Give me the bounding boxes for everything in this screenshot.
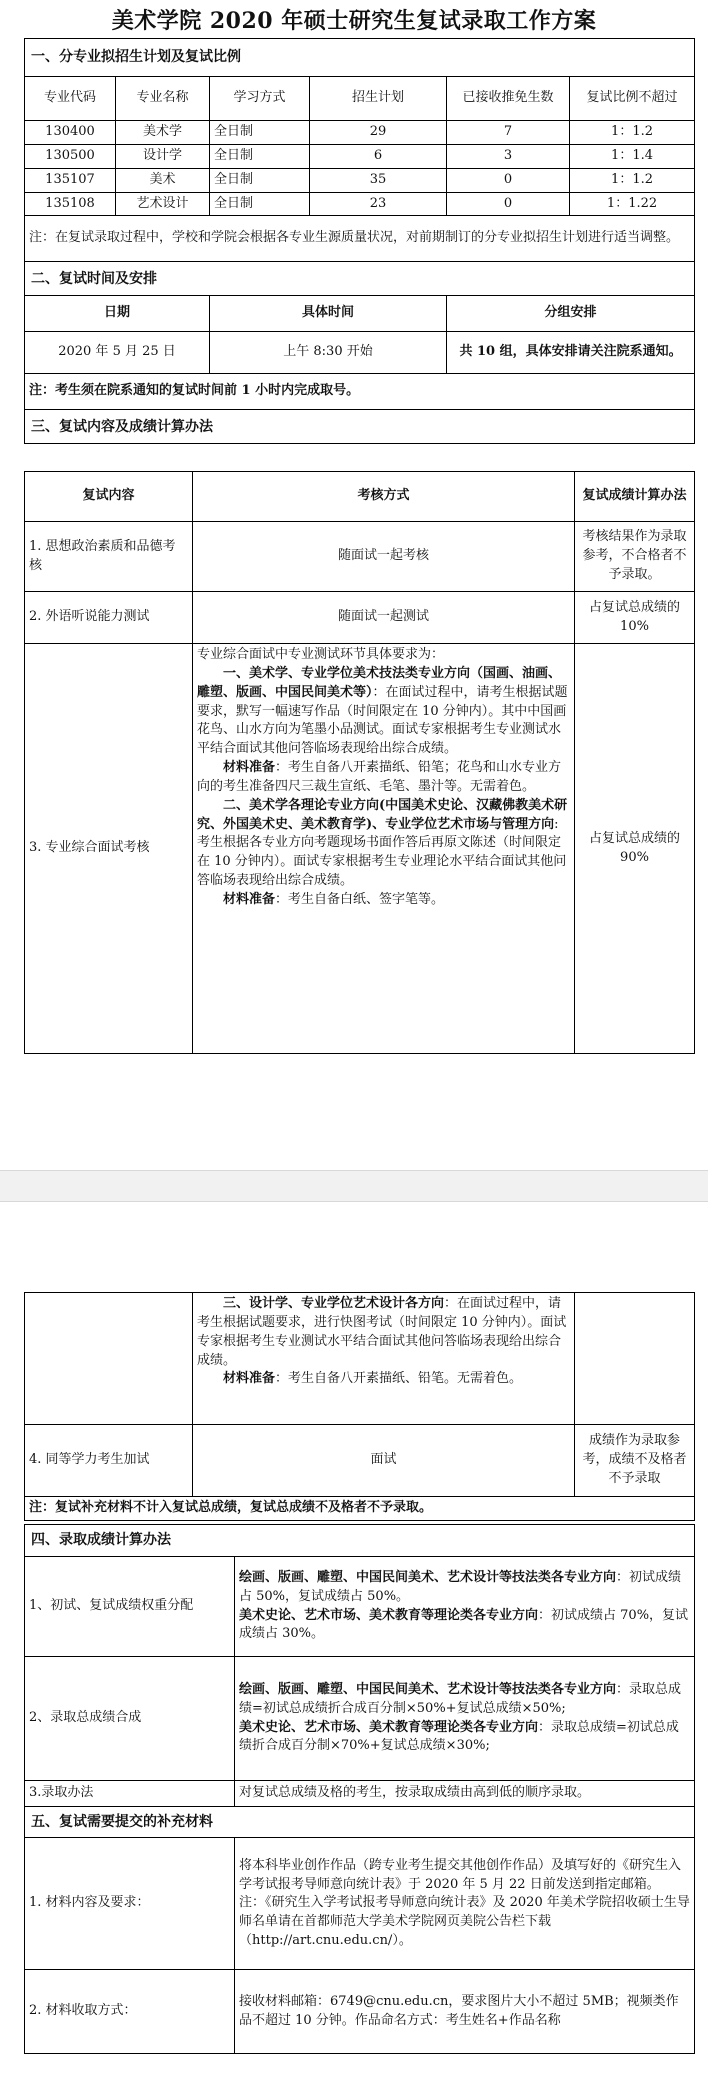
col-header-major: 专业名称 bbox=[116, 77, 210, 121]
cell: 2. 外语听说能力测试 bbox=[25, 592, 193, 644]
section-1-heading: 一、分专业拟招生计划及复试比例 bbox=[25, 39, 695, 77]
theory-text: ：初试成绩占 70%，复试成绩占 30%。 bbox=[239, 1607, 689, 1642]
cell: 1：1.4 bbox=[570, 144, 695, 168]
col-header-time: 具体时间 bbox=[210, 296, 447, 332]
technique-label: 绘画、版画、雕塑、中国民间美术、艺术设计等技法类各专业方向 bbox=[239, 1569, 617, 1585]
cell: 135107 bbox=[25, 168, 116, 192]
cell: 1：1.22 bbox=[570, 192, 695, 216]
cell: 2、录取总成绩合成 bbox=[25, 1657, 235, 1781]
theory-text: ：录取总成绩=初试总成绩折合成百分制×70%+复试总成绩×30%; bbox=[239, 1719, 679, 1754]
requirement-a bbox=[197, 665, 570, 759]
requirement-a-title: 一、美术学、专业学位美术技法类专业方向（国画、油画、雕塑、版画、中国民间美术等） bbox=[197, 665, 562, 700]
requirement-b-text: :考生根据各专业方向考题现场书面作答后再原文陈述（时间限定在 10 分钟内）。面试专家根据考生专业理论水平结合面试其他问答临场表现给出综合成绩。 bbox=[197, 816, 567, 889]
professional-interview-requirements-cont bbox=[193, 1293, 575, 1425]
schedule-date: 2020 年 5 月 25 日 bbox=[25, 332, 210, 374]
materials-text: ：考生自备八开素描纸、铅笔；花鸟和山水专业方向的考生准备四尺三裁生宣纸、毛笔、墨汁等。无需着色。 bbox=[197, 760, 562, 794]
requirement-c bbox=[197, 1295, 570, 1370]
technique-label: 绘画、版画、雕塑、中国民间美术、艺术设计等技法类各专业方向 bbox=[239, 1681, 617, 1697]
formula-technique bbox=[239, 1681, 690, 1719]
cell: 美术 bbox=[116, 168, 210, 192]
section-4-heading: 四、录取成绩计算办法 bbox=[25, 1525, 695, 1557]
cell: 29 bbox=[310, 121, 447, 145]
cell: 设计学 bbox=[116, 144, 210, 168]
cell: 6 bbox=[310, 144, 447, 168]
section-2-heading: 二、复试时间及安排 bbox=[25, 262, 695, 296]
materials-text: ：考生自备白纸、签字笔等。 bbox=[275, 891, 445, 907]
cell: 美术学 bbox=[116, 121, 210, 145]
table-row bbox=[25, 522, 695, 592]
cell: 3 bbox=[447, 144, 570, 168]
weight-theory bbox=[239, 1607, 690, 1645]
retest-header-row bbox=[25, 472, 695, 522]
col-header-exempt: 已接收推免生数 bbox=[447, 77, 570, 121]
table-row bbox=[25, 644, 695, 1054]
materials-label: 材料准备 bbox=[223, 1371, 276, 1387]
professional-interview-requirements bbox=[193, 644, 575, 1054]
col-header-mode: 学习方式 bbox=[210, 77, 310, 121]
theory-label: 美术史论、艺术市场、美术教育等理论类各专业方向 bbox=[239, 1607, 539, 1623]
col-header-content: 复试内容 bbox=[25, 472, 193, 522]
admission-plan-table bbox=[24, 38, 695, 444]
cell: 占复试总成绩的 90% bbox=[575, 644, 695, 1054]
cell: 0 bbox=[447, 192, 570, 216]
retest-content-table bbox=[24, 471, 695, 1054]
col-header-group: 分组安排 bbox=[447, 296, 695, 332]
cell: 1. 材料内容及要求： bbox=[25, 1838, 235, 1970]
cell: 占复试总成绩的 10% bbox=[575, 592, 695, 644]
technique-text: ：录取总成绩=初试总成绩折合成百分制×50%+复试总成绩×50%; bbox=[239, 1681, 682, 1716]
cell: 考核结果作为录取参考，不合格者不予录取。 bbox=[575, 522, 695, 592]
table-row bbox=[25, 121, 695, 145]
table-row bbox=[25, 592, 695, 644]
retest-content-table-continued bbox=[24, 1292, 695, 1521]
cell: 全日制 bbox=[210, 168, 310, 192]
weight-technique bbox=[239, 1569, 690, 1607]
page-break bbox=[0, 1170, 708, 1202]
total-score-formula bbox=[235, 1657, 695, 1781]
admission-score-table bbox=[24, 1524, 695, 2054]
cell: 1. 思想政治素质和品德考核 bbox=[25, 522, 193, 592]
cell: 3. 专业综合面试考核 bbox=[25, 644, 193, 1054]
materials-requirements bbox=[235, 1838, 695, 1970]
requirement-b bbox=[197, 797, 570, 891]
col-header-date: 日期 bbox=[25, 296, 210, 332]
cell: 成绩作为录取参考，成绩不及格者不予录取 bbox=[575, 1425, 695, 1497]
schedule-row bbox=[25, 332, 695, 374]
col-header-plan: 招生计划 bbox=[310, 77, 447, 121]
table-row bbox=[25, 144, 695, 168]
cell: 4. 同等学力考生加试 bbox=[25, 1425, 193, 1497]
section-1-note: 注：在复试录取过程中，学校和学院会根据各专业生源质量状况，对前期制订的分专业拟招生计划进行适当调整。 bbox=[25, 216, 695, 262]
schedule-time: 上午 8:30 开始 bbox=[210, 332, 447, 374]
cell: 1：1.2 bbox=[570, 168, 695, 192]
requirement-a-text: ：在面试过程中，请考生根据试题要求，默写一幅速写作品（时间限定在 10 分钟内）。其中中国画花鸟、山水方向为笔墨小品测试。面试专家根据考生专业测试水平结合面试其他问答临场表现给出综合成绩。 bbox=[197, 684, 568, 757]
table-row bbox=[25, 1838, 695, 1970]
requirements-intro: 专业综合面试中专业测试环节具体要求为： bbox=[197, 647, 445, 662]
materials-requirements-note: 注：《研究生入学考试报考导师意向统计表》及 2020 年美术学院招收硕士生导师名单请在首都师范大学美术学院网页美院公告栏下载（http://art.cnu.edu.cn/）。 bbox=[239, 1895, 690, 1949]
technique-text: ：初试成绩占 50%，复试成绩占 50%。 bbox=[239, 1569, 682, 1604]
cell bbox=[575, 1293, 695, 1425]
table-row bbox=[25, 1557, 695, 1657]
col-header-method: 考核方式 bbox=[193, 472, 575, 522]
col-header-calc: 复试成绩计算办法 bbox=[575, 472, 695, 522]
document-page-2 bbox=[0, 1202, 708, 2080]
col-header-ratio: 复试比例不超过 bbox=[570, 77, 695, 121]
cell: 对复试总成绩及格的考生，按录取成绩由高到低的顺序录取。 bbox=[235, 1781, 695, 1807]
col-header-code: 专业代码 bbox=[25, 77, 116, 121]
table-row bbox=[25, 1781, 695, 1807]
plan-header-row bbox=[25, 77, 695, 121]
cell: 135108 bbox=[25, 192, 116, 216]
cell: 130500 bbox=[25, 144, 116, 168]
cell: 7 bbox=[447, 121, 570, 145]
cell: 全日制 bbox=[210, 121, 310, 145]
cell: 全日制 bbox=[210, 192, 310, 216]
section-5-heading: 五、复试需要提交的补充材料 bbox=[25, 1807, 695, 1838]
theory-label: 美术史论、艺术市场、美术教育等理论类各专业方向 bbox=[239, 1719, 539, 1735]
requirement-a-materials bbox=[197, 759, 570, 797]
table-row bbox=[25, 1425, 695, 1497]
cell: 2. 材料收取方式： bbox=[25, 1970, 235, 2054]
cell: 35 bbox=[310, 168, 447, 192]
table-row bbox=[25, 192, 695, 216]
formula-theory bbox=[239, 1719, 690, 1757]
cell bbox=[25, 1293, 193, 1425]
materials-label: 材料准备 bbox=[223, 760, 276, 776]
document-title: 美术学院 2020 年硕士研究生复试录取工作方案 bbox=[111, 8, 597, 34]
requirement-b-materials bbox=[197, 891, 570, 910]
cell: 0 bbox=[447, 168, 570, 192]
requirement-b-title: 二、美术学各理论专业方向(中国美术史论、汉藏佛教美术研究、外国美术史、美术教育学)、专业学位艺术市场与管理方向 bbox=[197, 797, 568, 832]
cell: 艺术设计 bbox=[116, 192, 210, 216]
schedule-group: 共 10 组，具体安排请关注院系通知。 bbox=[447, 332, 695, 374]
requirement-c-materials bbox=[197, 1370, 570, 1389]
schedule-header-row bbox=[25, 296, 695, 332]
table-row bbox=[25, 168, 695, 192]
cell: 接收材料邮箱：6749@cnu.edu.cn，要求图片大小不超过 5MB；视频类作品不超过 10 分钟。作品命名方式：考生姓名+作品名称 bbox=[235, 1970, 695, 2054]
table-row bbox=[25, 1293, 695, 1425]
cell: 23 bbox=[310, 192, 447, 216]
table-row bbox=[25, 1970, 695, 2054]
section-3-note: 注：复试补充材料不计入复试总成绩，复试总成绩不及格者不予录取。 bbox=[25, 1497, 695, 1521]
cell: 1、初试、复试成绩权重分配 bbox=[25, 1557, 235, 1657]
cell: 1：1.2 bbox=[570, 121, 695, 145]
materials-label: 材料准备 bbox=[223, 891, 276, 907]
materials-requirements-text: 将本科毕业创作作品（跨专业考生提交其他创作作品）及填写好的《研究生入学考试报考导师意向统计表》于 2020 年 5 月 22 日前发送到指定邮箱。 bbox=[239, 1857, 682, 1892]
weight-allocation bbox=[235, 1557, 695, 1657]
cell: 面试 bbox=[193, 1425, 575, 1497]
cell: 130400 bbox=[25, 121, 116, 145]
requirement-c-title: 三、设计学、专业学位艺术设计各方向 bbox=[223, 1296, 445, 1311]
cell: 3.录取办法 bbox=[25, 1781, 235, 1807]
requirement-c-text: ：在面试过程中，请考生根据试题要求，进行快图考试（时间限定 10 分钟内）。面试专家根据考生专业测试水平结合面试其他问答临场表现给出综合成绩。 bbox=[197, 1296, 567, 1368]
table-row bbox=[25, 1657, 695, 1781]
section-2-note: 注：考生须在院系通知的复试时间前 1 小时内完成取号。 bbox=[25, 374, 695, 410]
cell: 全日制 bbox=[210, 144, 310, 168]
section-3-heading: 三、复试内容及成绩计算办法 bbox=[25, 410, 695, 444]
cell: 随面试一起考核 bbox=[193, 522, 575, 592]
cell: 随面试一起测试 bbox=[193, 592, 575, 644]
materials-text: ：考生自备八开素描纸、铅笔。无需着色。 bbox=[275, 1371, 523, 1387]
